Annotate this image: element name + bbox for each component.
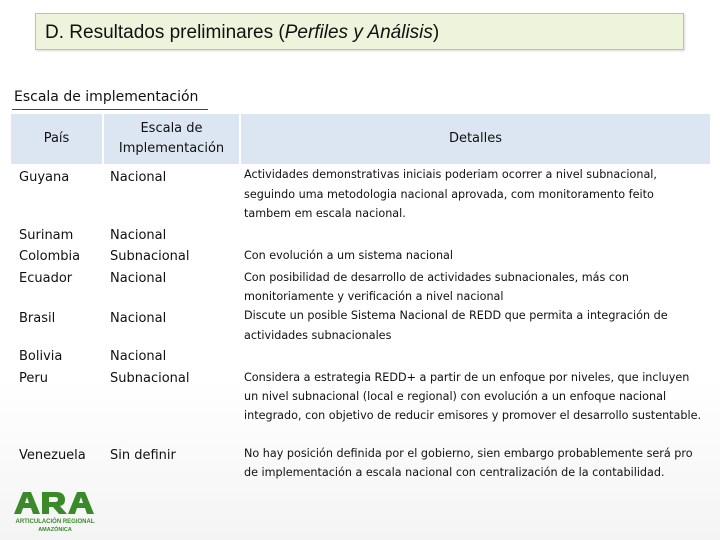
scale-surinam: Nacional bbox=[110, 228, 167, 243]
section-subtitle: Escala de implementación bbox=[14, 89, 199, 105]
scale-bolivia: Nacional bbox=[110, 349, 167, 364]
detail-line: monitoriamente y verificación a nivel nacional bbox=[244, 290, 504, 303]
header-detalles: Detalles bbox=[241, 114, 710, 164]
detail-line: seguindo uma metodologia nacional aprovada, com monitoramento feito bbox=[244, 188, 654, 201]
country-surinam: Surinam bbox=[19, 228, 74, 243]
logo-line1: ARTICULACIÓN REGIONAL bbox=[15, 519, 95, 525]
country-venezuela: Venezuela bbox=[19, 448, 86, 463]
slide-title: D. Resultados preliminares (Perfiles y Análisis) bbox=[45, 22, 440, 43]
country-bolivia: Bolivia bbox=[19, 349, 63, 364]
scale-colombia: Subnacional bbox=[110, 249, 190, 264]
detail-line: un nivel subnacional (local e regional) con evolución a un enfoque nacional bbox=[244, 390, 667, 403]
header-pais: País bbox=[11, 114, 102, 164]
scale-ecuador: Nacional bbox=[110, 271, 167, 286]
country-peru: Peru bbox=[19, 371, 48, 386]
ara-logo bbox=[10, 488, 102, 536]
subtitle-underline bbox=[12, 109, 208, 110]
detail-line: Con posibilidad de desarrollo de actividades subnacionales, más con bbox=[244, 271, 629, 284]
scale-peru: Subnacional bbox=[110, 371, 190, 386]
logo-line2: AMAZÓNICA bbox=[38, 527, 72, 533]
detail-line: integrado, con objetivo de reducir emisores y promover el desarrollo sustentable. bbox=[244, 409, 702, 422]
detail-line: Con evolución a um sistema nacional bbox=[244, 249, 454, 262]
slide-title-box bbox=[35, 13, 684, 50]
detail-line: Actividades demonstrativas iniciais poderiam ocorrer a nivel subnacional, bbox=[244, 168, 657, 181]
detail-line: Discute un posible Sistema Nacional de REDD que permita a integración de bbox=[244, 309, 668, 322]
country-ecuador: Ecuador bbox=[19, 271, 73, 286]
country-colombia: Colombia bbox=[19, 249, 81, 264]
detail-line: No hay posición definida por el gobierno, sien embargo probablemente será pro bbox=[244, 447, 693, 460]
country-guyana: Guyana bbox=[19, 170, 70, 185]
detail-line: de implementación a escala nacional con centralización de la contabilidad. bbox=[244, 466, 665, 479]
detail-line: Considera a estrategia REDD+ a partir de un enfoque por niveles, que incluyen bbox=[244, 371, 690, 384]
scale-guyana: Nacional bbox=[110, 170, 167, 185]
country-brasil: Brasil bbox=[19, 311, 56, 326]
detail-line: actividades subnacionales bbox=[244, 329, 392, 342]
detail-line: tambem em escala nacional. bbox=[244, 207, 406, 220]
scale-venezuela: Sin definir bbox=[110, 448, 176, 463]
header-escala: Escala de Implementación bbox=[104, 114, 239, 164]
scale-brasil: Nacional bbox=[110, 311, 167, 326]
